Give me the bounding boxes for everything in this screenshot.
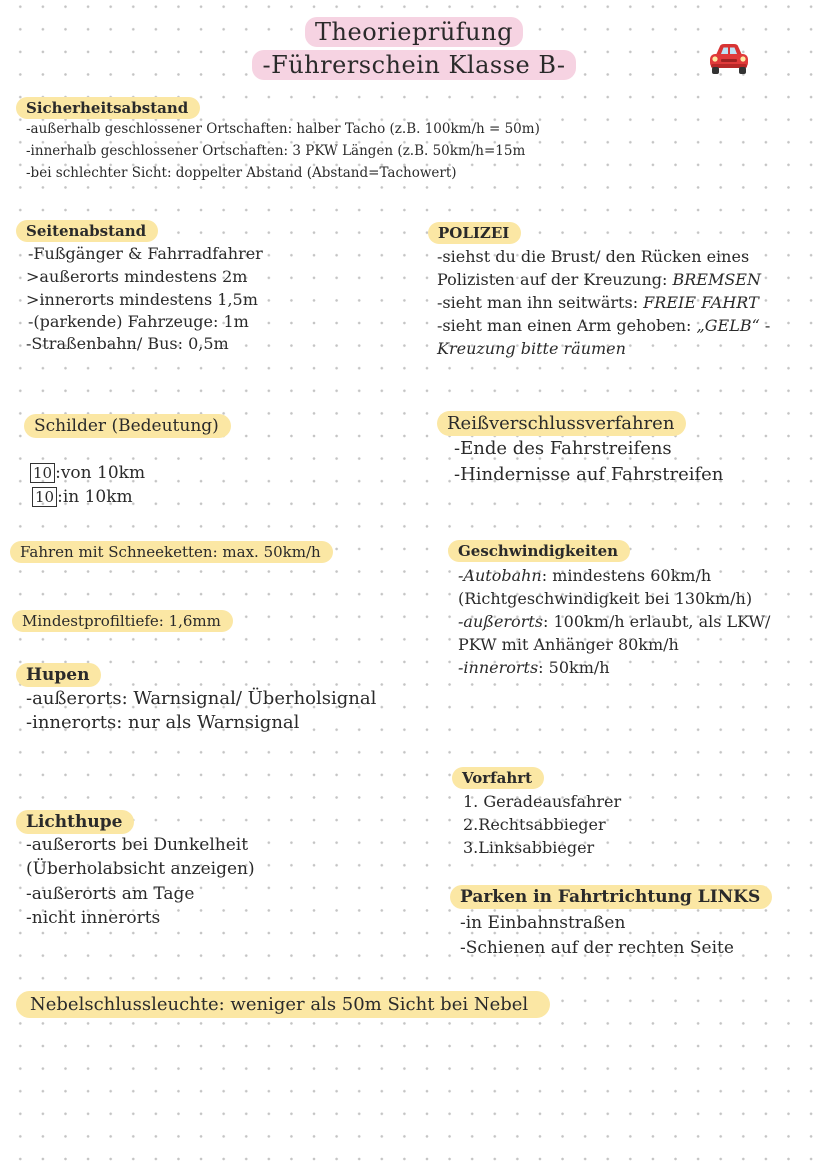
vorfahrt-line-2: 2.Rechtsabbieger [463, 815, 606, 834]
lichthupe-line-2: (Überholabsicht anzeigen) [26, 859, 255, 879]
reissverschluss-line-2: -Hindernisse auf Fahrstreifen [454, 464, 724, 485]
nebel-note: Nebelschlussleuchte: weniger als 50m Sicht bei Nebel [16, 991, 550, 1018]
heading-sicherheitsabstand: Sicherheitsabstand [16, 97, 200, 119]
seitenabstand-line-3: >innerorts mindestens 1,5m [26, 290, 258, 309]
schneeketten-note: Fahren mit Schneeketten: max. 50km/h [10, 541, 333, 563]
seitenabstand-line-4: -(parkende) Fahrzeuge: 1m [28, 312, 249, 331]
polizei-line-2: Polizisten auf der Kreuzung: BREMSEN [437, 270, 761, 289]
heading-lichthupe: Lichthupe [16, 810, 134, 834]
reissverschluss-line-1: -Ende des Fahrstreifens [454, 438, 672, 459]
heading-vorfahrt: Vorfahrt [452, 767, 544, 789]
heading-seitenabstand: Seitenabstand [16, 220, 158, 242]
lichthupe-line-3: -außerorts am Tage [26, 884, 195, 904]
heading-hupen: Hupen [16, 663, 101, 687]
seitenabstand-line-1: -Fußgänger & Fahrradfahrer [28, 244, 263, 263]
heading-reissverschluss: Reißverschlussverfahren [437, 411, 686, 436]
page-title-line2: -Führerschein Klasse B- [0, 51, 828, 79]
geschwindigkeiten-line-2: (Richtgeschwindigkeit bei 130km/h) [458, 589, 753, 608]
hupen-line-1: -außerorts: Warnsignal/ Überholsignal [26, 688, 377, 709]
lichthupe-line-4: -nicht innerorts [26, 908, 161, 928]
polizei-line-3: -sieht man ihn seitwärts: FREIE FAHRT [437, 293, 759, 312]
heading-schilder: Schilder (Bedeutung) [24, 414, 231, 438]
vorfahrt-line-3: 3.Linksabbieger [463, 838, 595, 857]
sicherheitsabstand-line-1: -außerhalb geschlossener Ortschaften: halber Tacho (z.B. 100km/h = 50m) [26, 121, 540, 137]
traffic-sign-10: 10 [32, 487, 57, 507]
parken-line-2: -Schienen auf der rechten Seite [460, 938, 734, 958]
heading-polizei: POLIZEI [428, 222, 521, 244]
lichthupe-line-1: -außerorts bei Dunkelheit [26, 835, 249, 855]
geschwindigkeiten-line-3: -außerorts: 100km/h erlaubt, als LKW/ [458, 612, 771, 631]
heading-geschwindigkeiten: Geschwindigkeiten [448, 540, 630, 562]
geschwindigkeiten-line-1: -Autobahn: mindestens 60km/h [458, 566, 712, 585]
polizei-line-4: -sieht man einen Arm gehoben: „GELB“ - [437, 316, 771, 335]
sicherheitsabstand-line-3: -bei schlechter Sicht: doppelter Abstand (Abstand=Tachowert) [26, 165, 457, 181]
geschwindigkeiten-line-5: -innerorts: 50km/h [458, 658, 610, 677]
traffic-sign-10: 10 [30, 463, 55, 483]
profiltiefe-note: Mindestprofiltiefe: 1,6mm [12, 610, 233, 632]
heading-parken: Parken in Fahrtrichtung LINKS [450, 885, 772, 909]
red-car-icon [707, 40, 751, 76]
schilder-line-2: 10 :in 10km [32, 487, 133, 507]
hupen-line-2: -innerorts: nur als Warnsignal [26, 712, 300, 733]
parken-line-1: -in Einbahnstraßen [460, 913, 626, 933]
sicherheitsabstand-line-2: -innerhalb geschlossener Ortschaften: 3 PKW Längen (z.B. 50km/h=15m [26, 143, 526, 159]
schilder-line-1: 10 :von 10km [30, 463, 145, 483]
geschwindigkeiten-line-4: PKW mit Anhänger 80km/h [458, 635, 679, 654]
page-title-line1: Theorieprüfung [0, 18, 828, 46]
seitenabstand-line-2: >außerorts mindestens 2m [26, 267, 248, 286]
polizei-line-5: Kreuzung bitte räumen [437, 339, 626, 358]
seitenabstand-line-5: -Straßenbahn/ Bus: 0,5m [26, 334, 229, 353]
vorfahrt-line-1: 1. Geradeausfahrer [463, 792, 622, 811]
polizei-line-1: -siehst du die Brust/ den Rücken eines [437, 247, 750, 266]
